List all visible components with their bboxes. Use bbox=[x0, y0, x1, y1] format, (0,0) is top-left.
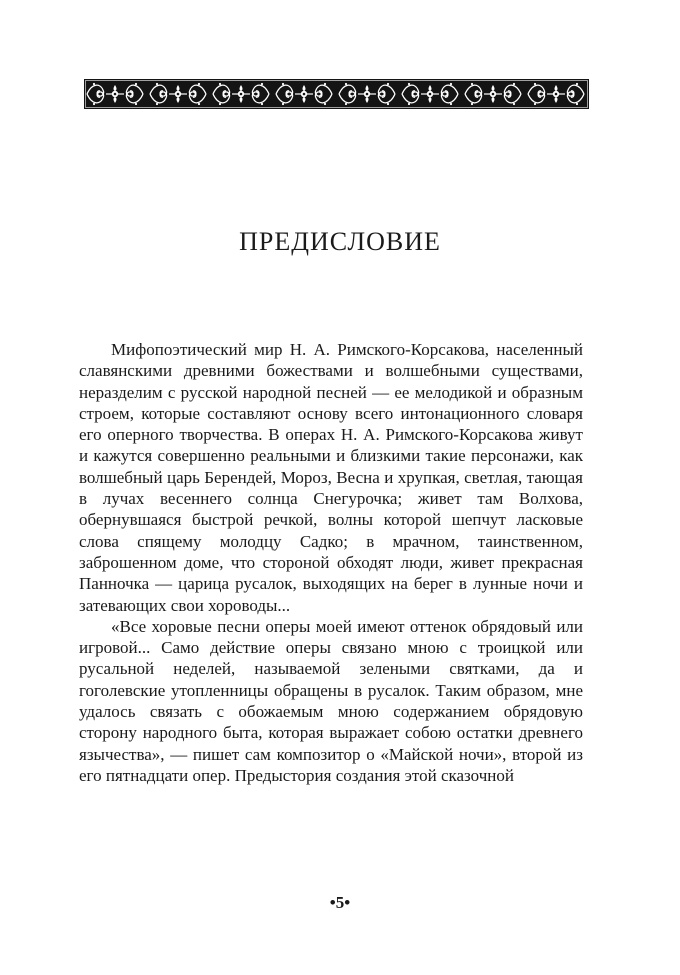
page-number: •5• bbox=[329, 893, 351, 912]
paragraph-2: «Все хоровые песни оперы моей имеют оттенок обрядовый или игровой... Само действие оперы связано мною с троицкой или русальной неделей, называемой зелеными святками, да и гоголевские утопленницы обращены в русалок. Таким образом, мне удалось связать с обожаемым мною содержанием обрядовую сторону народного быта, которая выражает собою остатки древнего язычества», — пишет сам композитор о «Майской ночи», второй из его пятнадцати опер. Предыстория создания этой сказочной bbox=[79, 616, 583, 785]
ornamental-header-band bbox=[84, 79, 589, 109]
page-title: ПРЕДИСЛОВИЕ bbox=[239, 227, 441, 256]
body-text bbox=[79, 339, 583, 786]
floral-ornament-band-icon bbox=[84, 79, 589, 109]
paragraph-1: Мифопоэтический мир Н. А. Римского-Корсакова, населенный славянскими древними божествами и волшебными существами, неразделим с русской народной песней — ее мелодикой и образным строем, которые составляют основу всего интонационного словаря его оперного творчества. В операх Н. А. Римского-Корсакова живут и кажутся совершенно реальными и близкими такие персонажи, как волшебный царь Берендей, Мороз, Весна и хрупкая, светлая, тающая в лучах весеннего солнца Снегурочка; живет там Волхова, обернувшаяся быстрой речкой, волны которой шепчут ласковые слова спящему молодцу Садко; в мрачном, таинственном, заброшенном доме, что стороной обходят люди, живет прекрасная Панночка — царица русалок, выходящих на берег в лунные ночи и затевающих свои хороводы... bbox=[79, 340, 583, 615]
